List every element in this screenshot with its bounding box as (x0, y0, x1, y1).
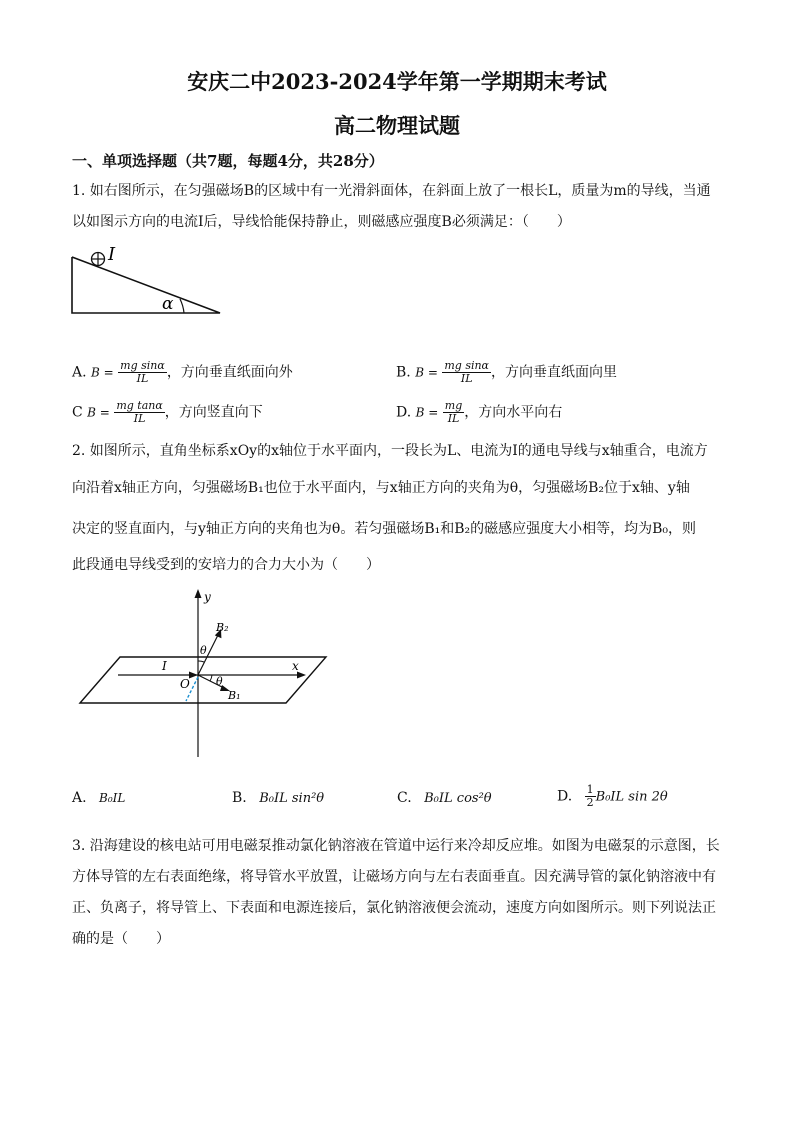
q2-option-b[interactable] (232, 790, 324, 806)
option-text: ，方向垂直纸面向外 (166, 364, 293, 381)
theta-top-label: θ (200, 644, 207, 657)
option-label: A. (72, 364, 87, 381)
q1-line-1: 1. 如右图所示，在匀强磁场B的区域中有一光滑斜面体，在斜面上放了一根长L，质量为m的导线，当通 (72, 183, 711, 199)
exam-title: 安庆二中2023-2024学年第一学期期末考试 (187, 69, 607, 94)
b2-label: B₂ (216, 621, 229, 634)
option-eq-prefix: B = (415, 405, 439, 420)
option-fraction: $\frac{mg}{IL}$ (444, 399, 463, 425)
option-fraction: $\frac{1}{2}$ (586, 783, 594, 809)
x-axis-label: x (292, 659, 299, 673)
q2-line-2: 向沿着x轴正方向，匀强磁场B₁也位于水平面内，与x轴正方向的夹角为θ，匀强磁场B₂位于x轴、y轴 (72, 480, 690, 496)
angle-label: α (162, 294, 174, 314)
option-text: B₀IL (99, 791, 126, 805)
option-eq-prefix: B = (87, 405, 110, 420)
option-text: B₀IL sin 2θ (595, 789, 668, 805)
option-fraction: $\frac{\text{mg tanα}}{IL}$ (116, 399, 163, 425)
q2-coordinate-figure (76, 585, 336, 765)
q2-line-1: 2. 如图所示，直角坐标系xOy的x轴位于水平面内，一段长为L、电流为I的通电导线与x轴重合，电流方 (72, 443, 708, 459)
theta-bottom-label: θ (216, 675, 223, 688)
current-label: I (108, 245, 116, 265)
q2-line-4: 此段通电导线受到的安培力的合力大小为（ ） (72, 557, 380, 573)
q1-incline-figure (70, 245, 230, 320)
b1-label: B₁ (228, 689, 241, 702)
option-text: B₀IL cos²θ (424, 791, 492, 806)
option-label: A. (72, 790, 87, 806)
option-text: B₀IL sin²θ (259, 791, 325, 806)
q2-option-c[interactable] (397, 790, 492, 806)
option-label: D. (396, 404, 412, 421)
q1-option-a[interactable] (72, 360, 293, 385)
option-text: ，方向垂直纸面向里 (491, 364, 617, 381)
section-title: 一、单项选择题（共7题，每题4分，共28分） (72, 152, 384, 170)
option-label: C. (397, 790, 412, 806)
option-label: B. (232, 790, 247, 806)
option-text: ，方向竖直向下 (164, 404, 263, 421)
option-text: ，方向水平向右 (464, 404, 563, 421)
option-fraction: $\frac{\text{mg sinα}}{IL}$ (120, 359, 165, 385)
q1-option-c[interactable] (72, 400, 263, 425)
current-label: I (162, 659, 167, 673)
q3-line-2: 方体导管的左右表面绝缘，将导管水平放置，让磁场方向与左右表面垂直。因充满导管的氯化钠溶液中有 (72, 869, 716, 885)
option-eq-prefix: B = (91, 365, 114, 380)
q3-line-1: 3. 沿海建设的核电站可用电磁泵推动氯化钠溶液在管道中运行来冷却反应堆。如图为电磁泵的示意图，长 (72, 838, 720, 854)
option-label: D. (557, 788, 573, 805)
q2-line-3: 决定的竖直面内，与y轴正方向的夹角也为θ。若匀强磁场B₁和B₂的磁感应强度大小相等，均为B₀，则 (72, 521, 697, 537)
option-label: B. (396, 364, 411, 381)
option-eq-prefix: B = (415, 365, 438, 380)
q2-option-a[interactable] (72, 790, 125, 806)
y-axis-label: y (204, 590, 211, 604)
origin-label: O (180, 677, 190, 691)
q2-option-d[interactable] (557, 784, 668, 809)
q3-line-3: 正、负离子，将导管上、下表面和电源连接后，氯化钠溶液便会流动，速度方向如图所示。则下列说法正 (72, 900, 716, 916)
option-label: C (72, 404, 83, 421)
exam-subtitle: 高二物理试题 (334, 113, 460, 138)
q1-option-b[interactable] (396, 360, 617, 385)
option-fraction: $\frac{\text{mg sinα}}{IL}$ (444, 359, 489, 385)
q1-option-d[interactable] (396, 400, 562, 425)
q3-line-4: 确的是（ ） (72, 931, 170, 947)
q1-line-2: 以如图示方向的电流I后，导线恰能保持静止，则磁感应强度B必须满足：（ ） (72, 214, 571, 230)
